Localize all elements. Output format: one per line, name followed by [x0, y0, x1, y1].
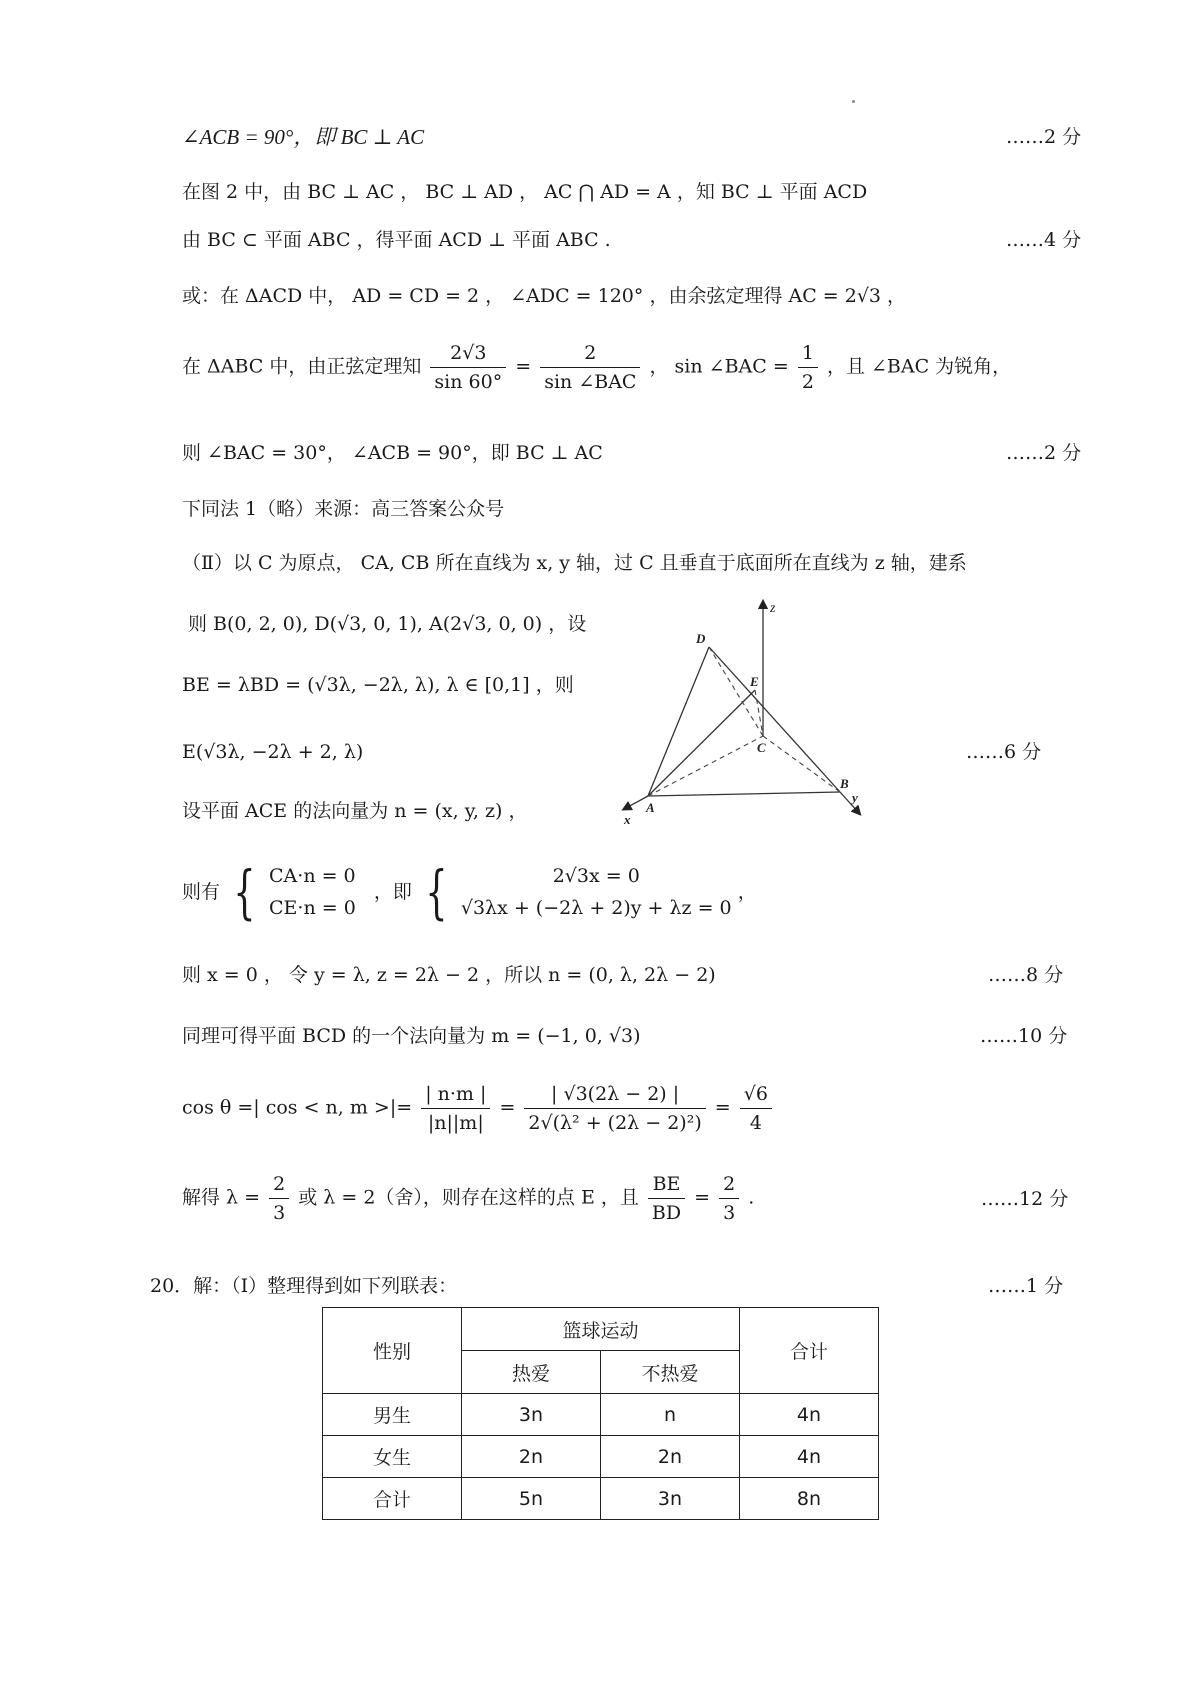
- text-segment: ， sin ∠BAC =: [649, 355, 789, 378]
- cell-notlove: 3n: [601, 1478, 740, 1520]
- text-line-1: ∠ACB = 90°，即 BC ⊥ AC: [182, 125, 425, 149]
- equals-sign: =: [694, 1186, 711, 1209]
- fraction-denominator: 2√(λ² + (2λ − 2)²): [528, 1112, 702, 1134]
- fraction: [540, 341, 640, 394]
- text-line-5: [182, 341, 1011, 394]
- edge-DA: [648, 647, 709, 796]
- score-mark-8: ……1 分: [988, 1275, 1064, 1297]
- contingency-table: [322, 1307, 879, 1520]
- fraction-numerator: √6: [740, 1082, 772, 1109]
- label-A: A: [646, 800, 655, 815]
- text-segment: 在 ΔABC 中，由正弦定理知: [182, 355, 422, 378]
- fraction-numerator: 2: [540, 341, 640, 368]
- fraction: [740, 1082, 772, 1135]
- score-mark-1: ……2 分: [1006, 126, 1082, 148]
- cell-notlove: n: [601, 1394, 740, 1436]
- row-label: 男生: [323, 1394, 462, 1436]
- fraction-denominator: sin 60°: [434, 371, 503, 393]
- row-label: 女生: [323, 1436, 462, 1478]
- text-segment: 或 λ = 2（舍），则存在这样的点 E ，且: [298, 1186, 639, 1209]
- edge-AE: [648, 690, 755, 796]
- fraction-denominator: sin ∠BAC: [544, 371, 637, 393]
- text-line-8: （Ⅱ）以 C 为原点， CA, CB 所在直线为 x, y 轴，过 C 且垂直于底面所在直线为 z 轴，建系: [182, 552, 967, 574]
- text-segment: .: [748, 1186, 755, 1209]
- equation-system: [461, 860, 732, 924]
- text-line-10: BE = λBD = (√3λ, −2λ, λ), λ ∈ [0,1] ，则: [182, 674, 574, 696]
- fraction-numerator: BE: [648, 1172, 685, 1199]
- fraction: [269, 1172, 289, 1225]
- text-line-7: 下同法 1（略）来源：高三答案公众号: [182, 498, 505, 520]
- text-segment: ，即: [373, 881, 412, 903]
- label-z: z: [770, 601, 776, 616]
- label-C: C: [757, 740, 766, 755]
- x-axis: [626, 796, 648, 808]
- score-mark-4: ……6 分: [966, 741, 1042, 763]
- equals-sign: =: [499, 1096, 516, 1119]
- text-segment: cos θ =| cos < n, m >|=: [182, 1096, 413, 1119]
- edge-AC: [648, 736, 763, 796]
- text-line-11: E(√3λ, −2λ + 2, λ): [182, 741, 364, 763]
- fraction-numerator: 2√3: [430, 341, 506, 368]
- header-notlove: 不热爱: [601, 1351, 740, 1394]
- text-line-16: [182, 1082, 775, 1135]
- table-row: [323, 1436, 879, 1478]
- fraction: [421, 1082, 490, 1135]
- text-line-15: 同理可得平面 BCD 的一个法向量为 m = (−1, 0, √3): [182, 1025, 641, 1047]
- fraction: [798, 341, 818, 394]
- fraction-denominator: 3: [723, 1202, 736, 1224]
- score-mark-3: ……2 分: [1006, 442, 1082, 464]
- fraction-numerator: 2: [269, 1172, 289, 1199]
- score-mark-2: ……4 分: [1006, 229, 1082, 251]
- text-line-9: 则 B(0, 2, 0), D(√3, 0, 1), A(2√3, 0, 0) ，设: [188, 613, 587, 635]
- score-mark-6: ……10 分: [980, 1025, 1068, 1047]
- left-brace: {: [425, 858, 448, 926]
- fraction-denominator: |n||m|: [427, 1112, 484, 1134]
- fraction-denominator: 2: [801, 371, 814, 393]
- edge-EC: [755, 690, 763, 736]
- fraction-denominator: BD: [651, 1202, 682, 1224]
- text-line-13: [182, 859, 757, 924]
- cell-total: 4n: [740, 1436, 879, 1478]
- label-B: B: [840, 776, 849, 791]
- cell-total: 8n: [740, 1478, 879, 1520]
- left-brace: {: [233, 858, 256, 926]
- text-segment: ，: [737, 881, 757, 903]
- label-E: E: [750, 674, 759, 689]
- equation-row: √3λx + (−2λ + 2)y + λz = 0: [460, 897, 732, 919]
- text-line-14: 则 x = 0 ， 令 y = λ, z = 2λ − 2 ，所以 n = (0, λ, 2λ − 2): [182, 964, 716, 986]
- fraction: [719, 1172, 739, 1225]
- equation-row: 2√3x = 0: [552, 865, 640, 887]
- label-x: x: [624, 812, 631, 827]
- text-line-12: 设平面 ACE 的法向量为 n = (x, y, z) ，: [182, 800, 528, 822]
- text-line-6: 则 ∠BAC = 30°， ∠ACB = 90°，即 BC ⊥ AC: [182, 442, 603, 464]
- table-row: [323, 1394, 879, 1436]
- fraction-numerator: | √3(2λ − 2) |: [524, 1082, 705, 1109]
- equation-row: CA·n = 0: [269, 865, 356, 887]
- fraction-numerator: 2: [719, 1172, 739, 1199]
- cell-notlove: 2n: [601, 1436, 740, 1478]
- edge-DB: [709, 647, 840, 792]
- cell-love: 2n: [462, 1436, 601, 1478]
- text-segment: 解得 λ =: [182, 1186, 261, 1209]
- score-mark-7: ……12 分: [981, 1188, 1069, 1210]
- text-line-17: [182, 1172, 754, 1225]
- table-header-row: [323, 1308, 879, 1351]
- header-love: 热爱: [462, 1351, 601, 1394]
- row-label: 合计: [323, 1478, 462, 1520]
- equation-system: [269, 860, 356, 924]
- header-gender: 性别: [323, 1308, 462, 1394]
- scan-speck: [852, 100, 855, 103]
- table-row: [323, 1478, 879, 1520]
- text-segment: ，且 ∠BAC 为锐角，: [826, 355, 1012, 378]
- text-line-18: 20．解：（Ⅰ）整理得到如下列联表：: [150, 1275, 458, 1297]
- fraction-numerator: 1: [798, 341, 818, 368]
- header-total: 合计: [740, 1308, 879, 1394]
- cell-total: 4n: [740, 1394, 879, 1436]
- label-D: D: [696, 631, 706, 646]
- text-line-4: 或：在 ΔACD 中， AD = CD = 2 ， ∠ADC = 120° ，由余弦定理得 AC = 2√3 ，: [182, 285, 907, 307]
- label-y: y: [852, 790, 858, 805]
- equals-sign: =: [714, 1096, 731, 1119]
- fraction: [430, 341, 506, 394]
- fraction-denominator: 4: [749, 1112, 762, 1134]
- text-line-3: 由 BC ⊂ 平面 ABC ，得平面 ACD ⊥ 平面 ABC .: [182, 229, 611, 251]
- fraction: [648, 1172, 685, 1225]
- equals-sign: =: [515, 355, 532, 378]
- score-mark-5: ……8 分: [988, 964, 1064, 986]
- fraction-numerator: | n·m |: [421, 1082, 490, 1109]
- equation-row: CE·n = 0: [269, 897, 356, 919]
- fraction-denominator: 3: [273, 1202, 286, 1224]
- fraction: [524, 1082, 705, 1135]
- header-basketball: 篮球运动: [462, 1308, 740, 1351]
- cell-love: 5n: [462, 1478, 601, 1520]
- edge-AB: [648, 792, 840, 796]
- geometry-figure: [600, 590, 890, 830]
- cell-love: 3n: [462, 1394, 601, 1436]
- text-line-2: 在图 2 中，由 BC ⊥ AC ， BC ⊥ AD ， AC ⋂ AD = A ，知 BC ⊥ 平面 ACD: [182, 181, 868, 203]
- text-segment: 则有: [182, 881, 221, 903]
- edge-CB: [763, 736, 840, 792]
